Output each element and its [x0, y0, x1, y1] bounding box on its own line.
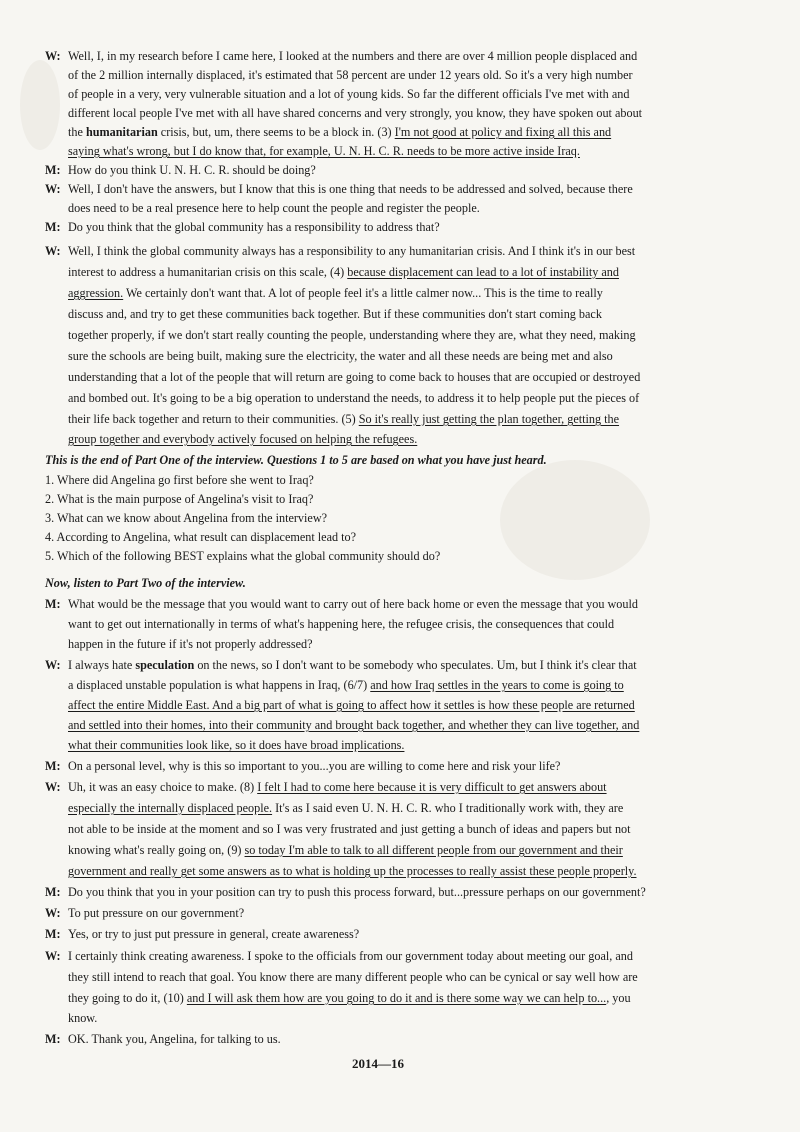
transcript-text: I always hate [68, 658, 136, 672]
bold-term: speculation [135, 658, 195, 672]
answer-underline-line: and settled into their homes, into their community and brought back together, and whether they can live together, and [68, 718, 640, 732]
transcript-text: the [68, 125, 86, 139]
transcript-text: It's as I said even U. N. H. C. R. who I traditionally work with, they are [272, 801, 624, 815]
transcript-line [68, 779, 607, 795]
speaker-label: M: [45, 885, 61, 899]
transcript-text: a displaced unstable population is what happens in Iraq, (6/7) [68, 678, 371, 692]
answer-underline: and I will ask them how are you going to do it and is there some way we can help to... [186, 991, 607, 1005]
speaker-label: M: [45, 220, 61, 234]
transcript-line: I certainly think creating awareness. I spoke to the officials from our government today about meeting our goal, and [68, 949, 633, 963]
transcript-line: Well, I don't have the answers, but I know that this is one thing that needs to be addressed and solved, because there [68, 182, 633, 196]
transcript-text: interest to address a humanitarian crisis on this scale, (4) [68, 265, 348, 279]
transcript-line: Yes, or try to just put pressure in general, create awareness? [68, 927, 360, 941]
question-item: 3. What can we know about Angelina from the interview? [45, 511, 328, 525]
speaker-label: W: [45, 780, 61, 794]
answer-underline: I'm not good at policy and fixing all this and [394, 125, 612, 139]
transcript-line: Do you think that the global community has a responsibility to address that? [68, 220, 440, 234]
transcript-line: Well, I think the global community always has a responsibility to any humanitarian crisis. And I think it's in our best [68, 244, 636, 258]
transcript-line [68, 124, 611, 140]
answer-underline: So it's really just getting the plan together, getting the [358, 412, 620, 426]
transcript-text: on the news, so I don't want to be somebody who speculates. Um, but I think it's clear that [194, 658, 637, 672]
speaker-label: W: [45, 244, 61, 258]
transcript-line: OK. Thank you, Angelina, for talking to us. [68, 1032, 281, 1046]
speaker-label: W: [45, 658, 61, 672]
transcript-line: of the 2 million internally displaced, it's estimated that 58 percent are under 12 years old. So it's a very high number [68, 68, 633, 82]
transcript-line: What would be the message that you would want to carry out of here back home or even the message that you would [68, 597, 638, 611]
transcript-text: they going to do it, (10) [68, 991, 187, 1005]
speaker-label: M: [45, 1032, 61, 1046]
answer-underline: because displacement can lead to a lot of instability and [347, 265, 619, 279]
transcript-line: understanding that a lot of the people that will return are going to come back to houses that are occupied or destroyed [68, 370, 641, 384]
question-item: 5. Which of the following BEST explains what the global community should do? [45, 549, 441, 563]
transcript-line: To put pressure on our government? [68, 906, 245, 920]
transcript-line: Well, I, in my research before I came here, I looked at the numbers and there are over 4 million people displaced and [68, 49, 638, 63]
transcript-line: On a personal level, why is this so important to you...you are willing to come here and risk your life? [68, 759, 561, 773]
answer-underline-line: what their communities look like, so it does have broad implications. [68, 738, 405, 752]
answer-underline-line: saying what's wrong, but I do know that, for example, U. N. H. C. R. needs to be more active inside Iraq. [68, 144, 580, 158]
transcript-line: not able to be inside at the moment and so I was very frustrated and just getting a bunch of ideas and papers but not [68, 822, 631, 836]
speaker-label: W: [45, 906, 61, 920]
speaker-label: W: [45, 182, 61, 196]
answer-underline-line: government and really get some answers as to what is holding up the processes to really assist these people properly. [68, 864, 637, 878]
transcript-text: their life back together and return to their communities. (5) [68, 412, 359, 426]
transcript-text: We certainly don't want that. A lot of people feel it's a little calmer now... This is the time to really [123, 286, 603, 300]
bold-term: humanitarian [85, 125, 158, 139]
transcript-line [68, 800, 623, 816]
transcript-line: How do you think U. N. H. C. R. should be doing? [68, 163, 316, 177]
question-item: 1. Where did Angelina go first before she went to Iraq? [45, 473, 314, 487]
answer-underline: and how Iraq settles in the years to come is going to [370, 678, 624, 692]
transcript-line [68, 990, 631, 1006]
transcript-line [68, 657, 637, 673]
transcript-text: knowing what's really going on, (9) [68, 843, 245, 857]
speaker-label: M: [45, 927, 61, 941]
transcript-line [68, 677, 624, 693]
speaker-label: M: [45, 759, 61, 773]
answer-underline: I felt I had to come here because it is very difficult to get answers about [257, 780, 607, 794]
transcript-line: sure the schools are being built, making sure the electricity, the water and all these needs are being met and also [68, 349, 613, 363]
transcript-line [68, 842, 623, 858]
transcript-line: and bombed out. It's going to be a big operation to understand the needs, to address it to help people put the pieces of [68, 391, 640, 405]
speaker-label: M: [45, 597, 61, 611]
question-item: 2. What is the main purpose of Angelina's visit to Iraq? [45, 492, 314, 506]
transcript-line: happen in the future if it's not properly addressed? [68, 637, 313, 651]
paper-stain [20, 60, 60, 150]
transcript-line [68, 264, 619, 280]
speaker-label: W: [45, 49, 61, 63]
transcript-line: does need to be a real presence here to help count the people and register the people. [68, 201, 480, 215]
speaker-label: M: [45, 163, 61, 177]
answer-underline: especially the internally displaced people. [68, 801, 273, 815]
transcript-line: discuss and, and try to get these communities back together. But if these communities don't start coming back [68, 307, 602, 321]
transcript-line: Do you think that you in your position can try to push this process forward, but...pressure perhaps on our government? [68, 885, 646, 899]
answer-underline: aggression. [68, 286, 124, 300]
transcript-line: together properly, if we don't start really counting the people, understanding where they are, what they need, making [68, 328, 636, 342]
transcript-line: of people in a very, very vulnerable situation and a lot of young kids. So far the different officials I've met with and [68, 87, 630, 101]
transcript-text: Uh, it was an easy choice to make. (8) [68, 780, 258, 794]
transcript-line: they still intend to reach that goal. You know there are many different people who can be cynical or say well how are [68, 970, 638, 984]
transcript-line [68, 285, 603, 301]
speaker-label: W: [45, 949, 61, 963]
transcript-text: , you [606, 991, 631, 1005]
transcript-line [68, 411, 619, 427]
transcript-text: crisis, but, um, there seems to be a block in. (3) [157, 125, 395, 139]
transcript-line: different local people I've met with all have shared concerns and very strongly, you know, they have spoken out about [68, 106, 643, 120]
answer-underline: so today I'm able to talk to all different people from our government and their [244, 843, 623, 857]
answer-underline-line: group together and everybody actively focused on helping the refugees. [68, 432, 418, 446]
paper-stain [500, 460, 650, 580]
part-two-intro: Now, listen to Part Two of the interview. [45, 576, 246, 590]
answer-underline-line: affect the entire Middle East. And a big part of what is going to affect how it settles is how these people are returned [68, 698, 635, 712]
transcript-line: want to get out internationally in terms of what's happening here, the refugee crisis, the consequences that could [68, 617, 615, 631]
part-one-end-instruction: This is the end of Part One of the interview. Questions 1 to 5 are based on what you have just heard. [45, 453, 547, 467]
page-number: 2014—16 [352, 1056, 404, 1071]
question-item: 4. According to Angelina, what result can displacement lead to? [45, 530, 357, 544]
transcript-line: know. [68, 1011, 98, 1025]
